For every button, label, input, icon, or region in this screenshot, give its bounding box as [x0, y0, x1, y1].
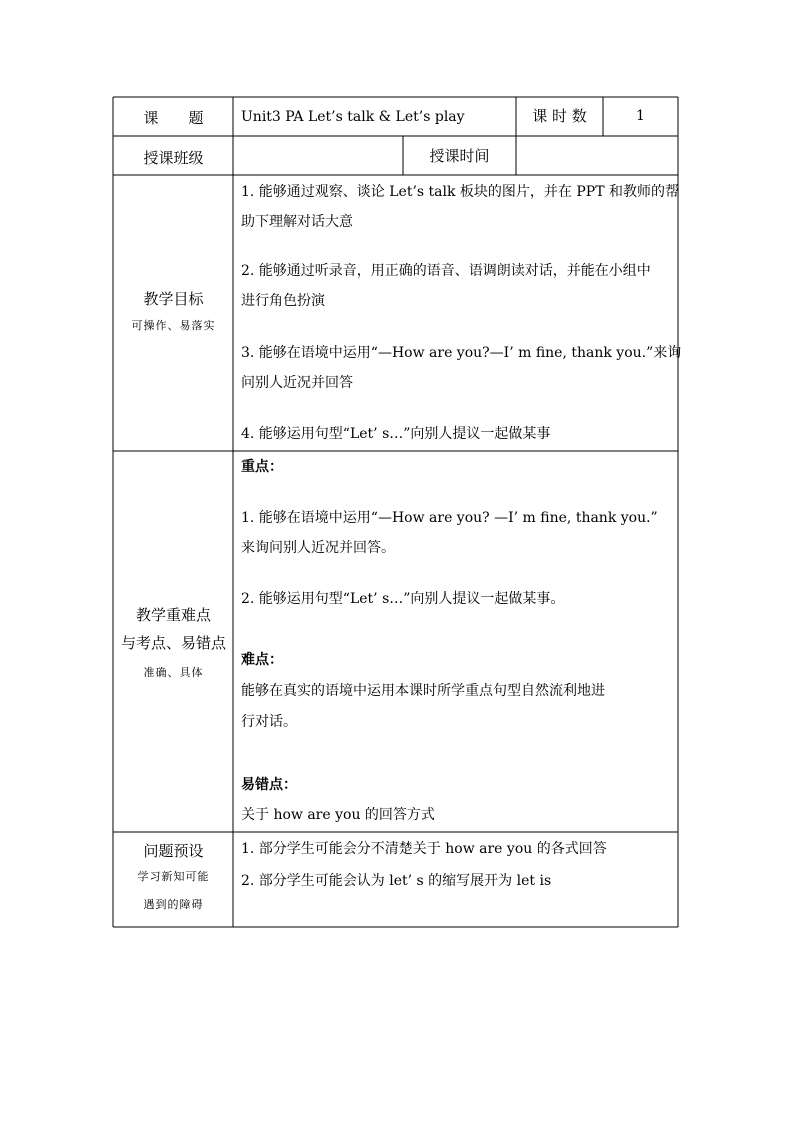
error-title: 易错点：: [241, 777, 297, 793]
difficult-text: 能够在真实的语境中运用本课时所学重点句型自然流利地进: [241, 683, 605, 699]
objectives-title: 教学目标: [143, 290, 204, 308]
objective-line: 4. 能够运用句型“Let’ s…”向别人提议一起做某事: [241, 426, 551, 442]
time-label: 授课时间: [429, 147, 490, 165]
objective-line: 问别人近况并回答: [241, 375, 353, 391]
topic-label: 课 题: [143, 109, 204, 127]
focus-item: 来询问别人近况并回答。: [241, 540, 395, 556]
problems-title: 问题预设: [143, 842, 204, 860]
hours-value: 1: [636, 108, 645, 124]
problem-line: 1. 部分学生可能会分不清楚关于 how are you 的各式回答: [241, 841, 607, 857]
objective-line: 3. 能够在语境中运用“—How are you?—I’ m fine, thank you.”来询: [241, 345, 682, 361]
focus-item: 1. 能够在语境中运用“—How are you? —I’ m fine, thank you.”: [241, 510, 658, 526]
error-text: 关于 how are you 的回答方式: [241, 807, 435, 823]
focus-title: 重点：: [241, 459, 283, 475]
objectives-subtitle: 可操作、易落实: [131, 319, 216, 332]
difficult-title: 难点：: [241, 652, 283, 668]
keypoints-subtitle: 准确、具体: [143, 666, 204, 679]
objectives-label: [114, 288, 233, 333]
difficult-text: 行对话。: [241, 714, 297, 730]
topic-value: Unit3 PA Let’s talk & Let’s play: [241, 109, 465, 125]
objective-line: 1. 能够通过观察、谈论 Let’s talk 板块的图片，并在 PPT 和教师的帮: [241, 184, 680, 200]
keypoints-title-1: 教学重难点: [135, 606, 211, 624]
focus-item: 2. 能够运用句型“Let’ s…”向别人提议一起做某事。: [241, 591, 565, 607]
problems-subtitle-1: 学习新知可能: [137, 870, 210, 883]
objective-line: 2. 能够通过听录音，用正确的语音、语调朗读对话，并能在小组中: [241, 263, 651, 279]
objective-line: 进行角色扮演: [241, 293, 325, 309]
objective-line: 助下理解对话大意: [241, 214, 353, 230]
problem-line: 2. 部分学生可能会认为 let’ s 的缩写展开为 let is: [241, 873, 552, 889]
keypoints-title-2: 与考点、易错点: [120, 634, 226, 652]
class-label: 授课班级: [143, 149, 204, 167]
problems-label: [114, 840, 233, 916]
problems-subtitle-2: 遇到的障碍: [143, 898, 204, 911]
hours-label: 课 时 数: [532, 107, 587, 125]
keypoints-label: [114, 601, 233, 687]
